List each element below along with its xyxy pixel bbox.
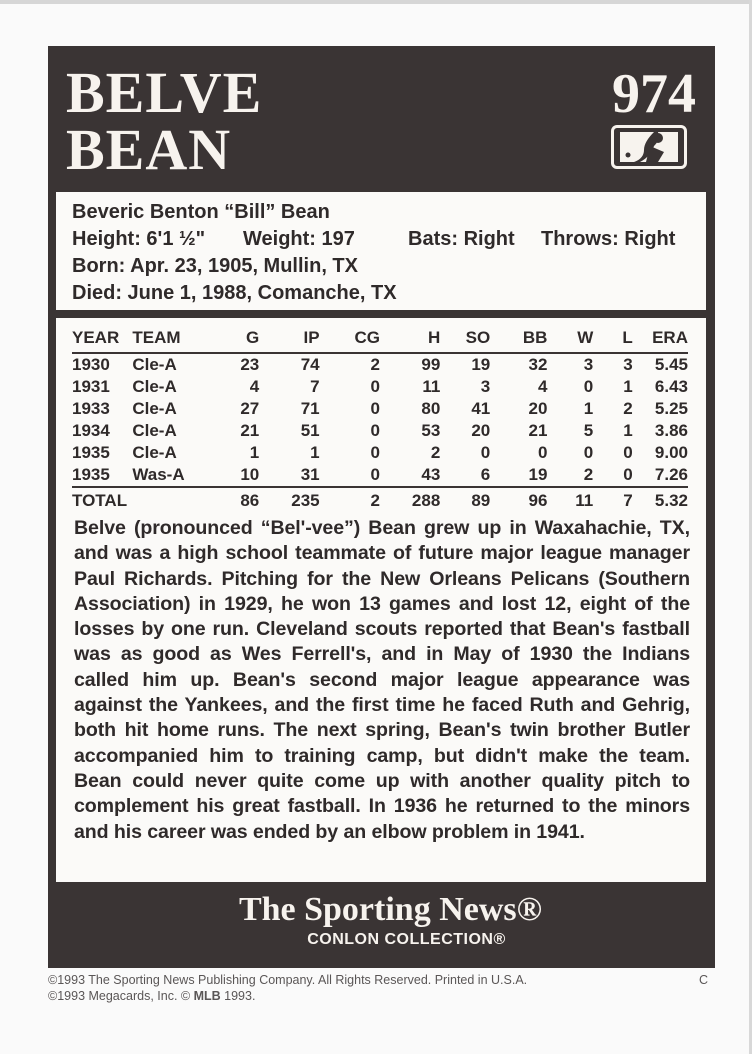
stats-col-bb: BB xyxy=(490,324,547,353)
stats-cell: 74 xyxy=(300,355,320,374)
stats-cell: 32 xyxy=(528,355,548,374)
stats-cell: 23 xyxy=(240,355,260,374)
player-story-box xyxy=(56,516,706,882)
stats-cell: 0 xyxy=(623,443,633,462)
stats-cell: 1930 xyxy=(72,355,110,374)
bio-measurements-row xyxy=(72,226,706,253)
stats-cell: TOTAL xyxy=(72,487,132,514)
stats-cell: 1 xyxy=(623,377,633,396)
stats-cell: 4 xyxy=(249,377,260,396)
card-top-edge xyxy=(0,0,752,4)
stats-header-row xyxy=(72,324,688,353)
stats-cell: 3.86 xyxy=(654,421,688,440)
stats-cell: 21 xyxy=(240,421,260,440)
stats-cell: 2 xyxy=(430,443,441,462)
stats-cell: 19 xyxy=(528,465,548,484)
stats-cell xyxy=(132,487,205,514)
stats-cell: 1931 xyxy=(72,377,110,396)
bio-died: Died: June 1, 1988, Comanche, TX xyxy=(72,282,397,304)
stats-cell: 5.25 xyxy=(654,399,688,418)
stats-row xyxy=(72,420,688,442)
copyright-line-2 xyxy=(48,988,712,1004)
bio-full-name: Beveric Benton “Bill” Bean xyxy=(72,201,330,223)
stats-cell: 5 xyxy=(583,421,594,440)
stats-cell: 1 xyxy=(310,443,320,462)
stats-row xyxy=(72,398,688,420)
stats-cell: 0 xyxy=(370,399,380,418)
stats-cell: Cle-A xyxy=(132,355,177,374)
stats-cell: 5.32 xyxy=(633,487,688,514)
bio-born: Born: Apr. 23, 1905, Mullin, TX xyxy=(72,255,358,277)
sporting-news-logo: The Sporting News® xyxy=(238,891,543,928)
player-last-name: BEAN xyxy=(66,117,232,182)
stats-cell: 2 xyxy=(623,399,633,418)
stats-cell: 80 xyxy=(421,399,441,418)
stats-cell: 41 xyxy=(471,399,491,418)
stats-cell: 2 xyxy=(583,465,594,484)
stats-cell: 0 xyxy=(583,377,594,396)
stats-cell: 20 xyxy=(528,399,548,418)
stats-cell: 21 xyxy=(528,421,548,440)
stats-cell: 89 xyxy=(440,487,490,514)
stats-cell: Cle-A xyxy=(132,421,177,440)
stats-cell: 4 xyxy=(537,377,548,396)
bio-throws: Throws: Right xyxy=(541,228,676,250)
stats-cell: 0 xyxy=(370,421,380,440)
stats-cell: 0 xyxy=(370,377,380,396)
stats-cell: 0 xyxy=(623,465,633,484)
stats-cell: Was-A xyxy=(132,465,185,484)
stats-cell: 20 xyxy=(471,421,491,440)
stats-cell: 11 xyxy=(422,377,441,396)
stats-row xyxy=(72,442,688,464)
stats-cell: 3 xyxy=(480,377,491,396)
stats-cell: 5.45 xyxy=(654,355,688,374)
stats-cell: 288 xyxy=(380,487,440,514)
mlb-logo-icon xyxy=(611,125,687,169)
copyright-mlb: MLB xyxy=(193,989,221,1003)
stats-cell: 1933 xyxy=(72,399,110,418)
pitching-stats-table xyxy=(72,324,688,514)
stats-cell: 99 xyxy=(421,355,441,374)
stats-cell: 71 xyxy=(300,399,320,418)
player-story-text: Belve (pronounced “Bel'-vee”) Bean grew up in Waxahachie, TX, and was a high school teammate of future major league manager Paul Richards. Pitching for the New Orleans Pelicans (Southern Association) in 1929, he won 13 games and lost 12, eight of the losses by one run. Cleveland scouts reported that Bean's fastball was as good as Wes Ferrell's, and in May of 1930 the Indians called him up. Bean's second major league appearance was against the Yankees, and the first time he faced Ruth and Gehrig, both hit home runs. The next spring, Bean's twin brother Butler accompanied him to training camp, but didn't make the team. Bean could never quite come up with another quality pitch to complement his great fastball. In 1936 he returned to the minors and his career was ended by an elbow problem in 1941. xyxy=(74,517,690,843)
stats-cell: 53 xyxy=(421,421,441,440)
stats-cell: 7.26 xyxy=(654,465,688,484)
card-number: 974 xyxy=(612,63,696,125)
copyright-megacards: ©1993 Megacards, Inc. © xyxy=(48,989,191,1003)
stats-cell: Cle-A xyxy=(132,443,177,462)
stats-col-era: ERA xyxy=(633,324,688,353)
stats-cell: 3 xyxy=(583,355,594,374)
stats-col-h: H xyxy=(380,324,440,353)
stats-cell: 10 xyxy=(240,465,260,484)
stats-row xyxy=(72,464,688,487)
stats-cell: 1934 xyxy=(72,421,110,440)
stats-cell: Cle-A xyxy=(132,377,177,396)
stats-cell: 51 xyxy=(300,421,320,440)
stats-col-ip: IP xyxy=(259,324,319,353)
player-name-heading xyxy=(66,60,263,182)
bio-bats: Bats: Right xyxy=(408,228,515,250)
copyright-year: 1993. xyxy=(224,989,256,1003)
stats-col-team: TEAM xyxy=(132,324,205,353)
stats-cell: 2 xyxy=(370,355,380,374)
stats-cell: 19 xyxy=(471,355,491,374)
stats-cell: 0 xyxy=(537,443,548,462)
stats-col-so: SO xyxy=(440,324,490,353)
stats-cell: 1935 xyxy=(72,443,110,462)
conlon-collection-label: CONLON COLLECTION® xyxy=(307,931,506,948)
card-variant-code: C xyxy=(698,973,708,987)
stats-cell: 6 xyxy=(480,465,491,484)
stats-cell: 43 xyxy=(421,465,441,484)
stats-col-cg: CG xyxy=(320,324,380,353)
stats-col-l: L xyxy=(593,324,633,353)
stats-cell: 86 xyxy=(205,487,259,514)
stats-cell: 9.00 xyxy=(654,443,688,462)
stats-cell: 0 xyxy=(370,443,380,462)
stats-cell: 11 xyxy=(547,487,593,514)
stats-cell: 1 xyxy=(249,443,260,462)
stats-cell: 7 xyxy=(310,377,320,396)
stats-cell: 27 xyxy=(240,399,260,418)
stats-cell: 1 xyxy=(623,421,633,440)
stats-cell: 235 xyxy=(259,487,319,514)
stats-cell: 1935 xyxy=(72,465,110,484)
stats-row xyxy=(72,376,688,398)
stats-cell: 6.43 xyxy=(654,377,688,396)
bio-weight: Weight: 197 xyxy=(243,228,355,250)
stats-row xyxy=(72,353,688,376)
stats-cell: Cle-A xyxy=(132,399,177,418)
stats-col-w: W xyxy=(547,324,593,353)
brand-block xyxy=(48,890,715,950)
stats-cell: 31 xyxy=(300,465,320,484)
copyright-line-1: ©1993 The Sporting News Publishing Company. All Rights Reserved. Printed in U.S.A. xyxy=(48,973,528,987)
copyright-notice xyxy=(48,972,712,1004)
stats-cell: 1 xyxy=(583,399,594,418)
stats-cell: 96 xyxy=(490,487,547,514)
bio-height: Height: 6'1 ½" xyxy=(72,228,206,250)
stats-cell: 7 xyxy=(593,487,633,514)
stats-cell: 0 xyxy=(370,465,380,484)
stats-cell: 3 xyxy=(623,355,633,374)
stats-cell: 2 xyxy=(320,487,380,514)
stats-cell: 0 xyxy=(480,443,491,462)
stats-col-g: G xyxy=(205,324,259,353)
stats-col-year: YEAR xyxy=(72,324,132,353)
pitching-stats-box xyxy=(56,318,706,520)
stats-cell: 0 xyxy=(583,443,594,462)
player-first-name: BELVE xyxy=(66,60,263,125)
player-bio-box xyxy=(56,192,706,310)
stats-total-row xyxy=(72,487,688,514)
